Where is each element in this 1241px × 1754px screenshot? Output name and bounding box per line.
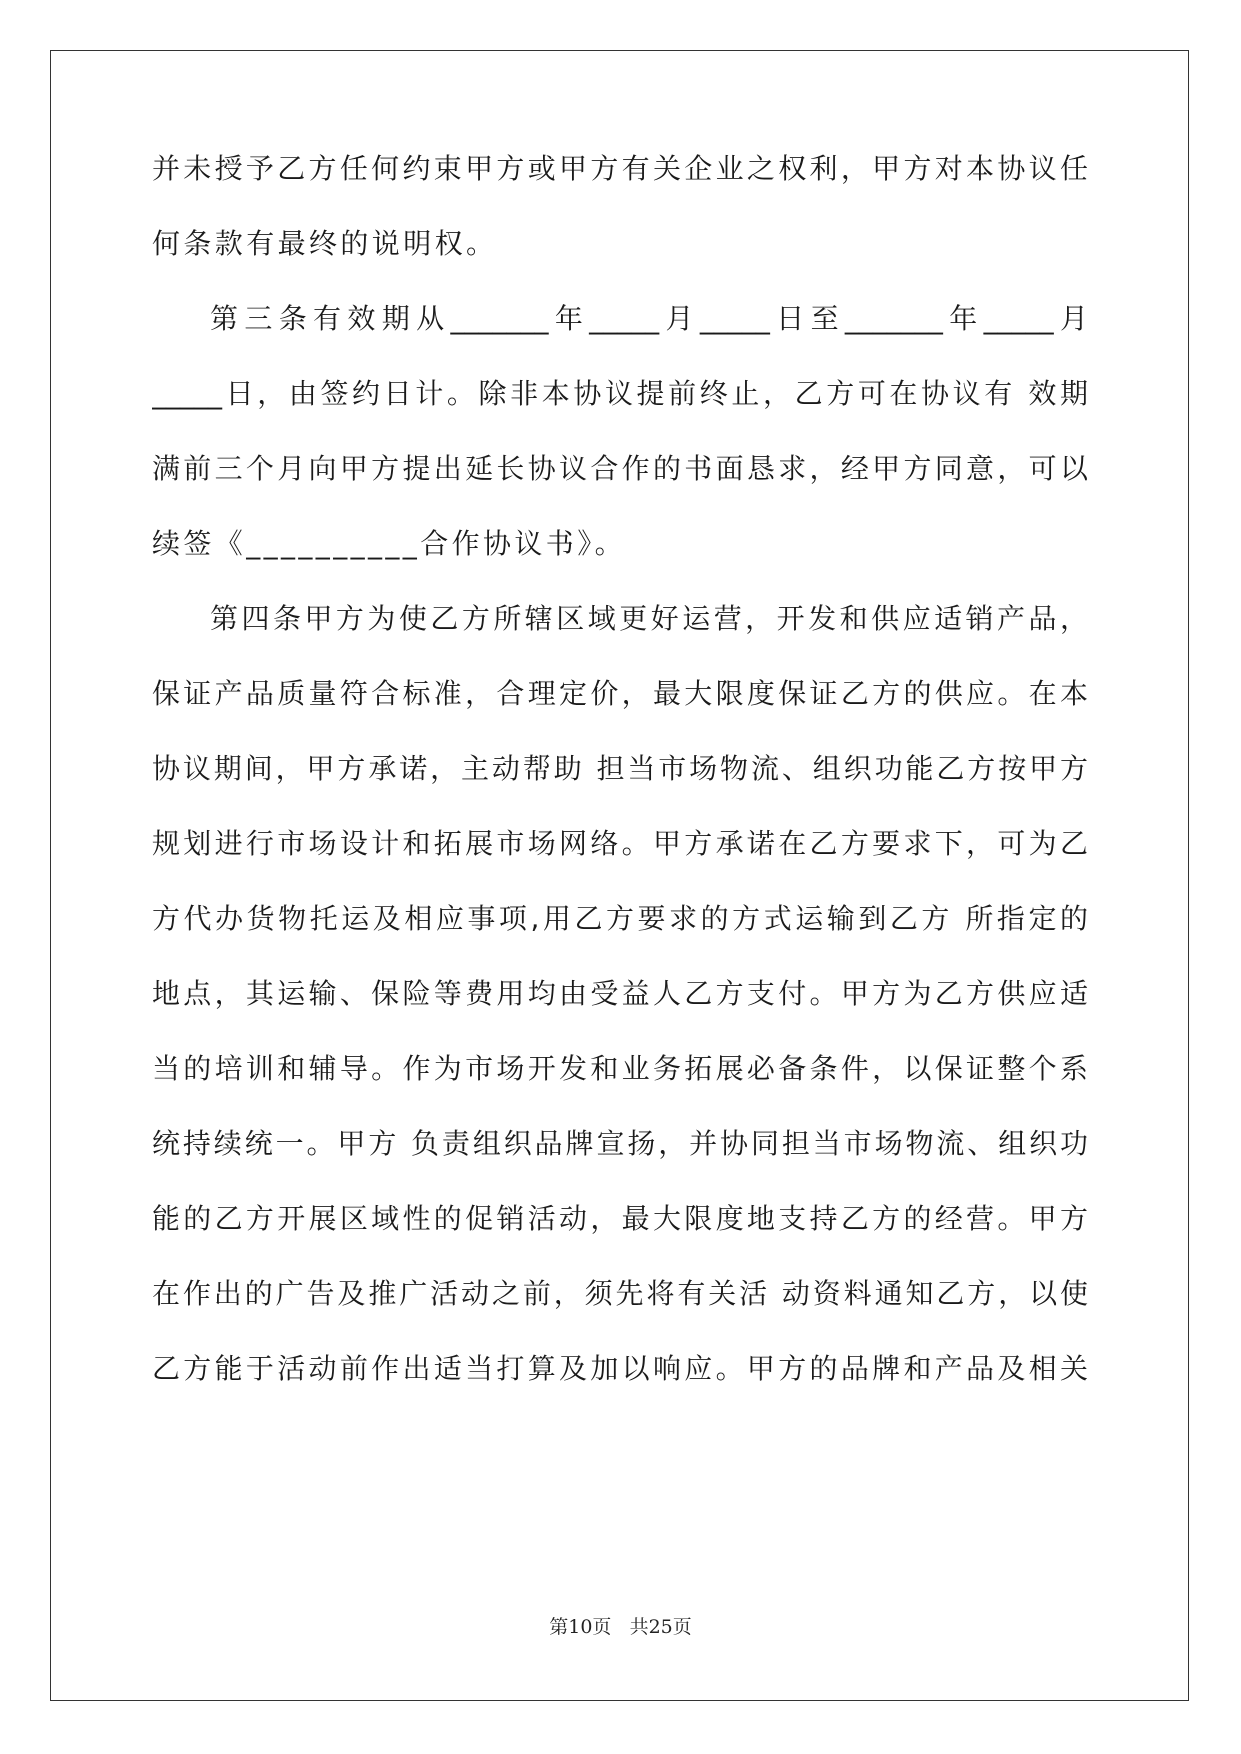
document-line: 第四条甲方为使乙方所辖区域更好运营，开发和供应适销产品，: [210, 602, 1088, 635]
document-line: 续签《__________合作协议书》。: [152, 527, 627, 560]
document-line: 能的乙方开展区域性的促销活动，最大限度地支持乙方的经营。甲方: [152, 1202, 1088, 1235]
footer-separator: [611, 1616, 629, 1638]
document-line: 满前三个月向甲方提出延长协议合作的书面恳求，经甲方同意，可以: [152, 452, 1088, 485]
total-page-count: 共25页: [629, 1616, 692, 1638]
document-line: 协议期间，甲方承诺，主动帮助 担当市场物流、组织功能乙方按甲方: [152, 752, 1088, 785]
document-line: 规划进行市场设计和拓展市场网络。甲方承诺在乙方要求下，可为乙: [152, 827, 1088, 860]
document-line: 第三条有效期从_______年_____月_____日至_______年_____月: [210, 302, 1088, 335]
document-line: 当的培训和辅导。作为市场开发和业务拓展必备条件，以保证整个系: [152, 1052, 1088, 1085]
document-line: 乙方能于活动前作出适当打算及加以响应。甲方的品牌和产品及相关: [152, 1352, 1088, 1385]
document-line: 统持续统一。甲方 负责组织品牌宣扬，并协同担当市场物流、组织功: [152, 1127, 1088, 1160]
document-line: 地点，其运输、保险等费用均由受益人乙方支付。甲方为乙方供应适: [152, 977, 1088, 1010]
document-line: 何条款有最终的说明权。: [152, 227, 498, 260]
document-line: 在作出的广告及推广活动之前，须先将有关活 动资料通知乙方，以使: [152, 1277, 1088, 1310]
document-line: _____日，由签约日计。除非本协议提前终止，乙方可在协议有 效期: [152, 377, 1088, 410]
document-line: 保证产品质量符合标准，合理定价，最大限度保证乙方的供应。在本: [152, 677, 1088, 710]
page-footer: [0, 1612, 1241, 1642]
current-page-number: 第10页: [549, 1616, 612, 1638]
document-line: 并未授予乙方任何约束甲方或甲方有关企业之权利，甲方对本协议任: [152, 152, 1088, 185]
document-line: 方代办货物托运及相应事项,用乙方要求的方式运输到乙方 所指定的: [152, 902, 1088, 935]
